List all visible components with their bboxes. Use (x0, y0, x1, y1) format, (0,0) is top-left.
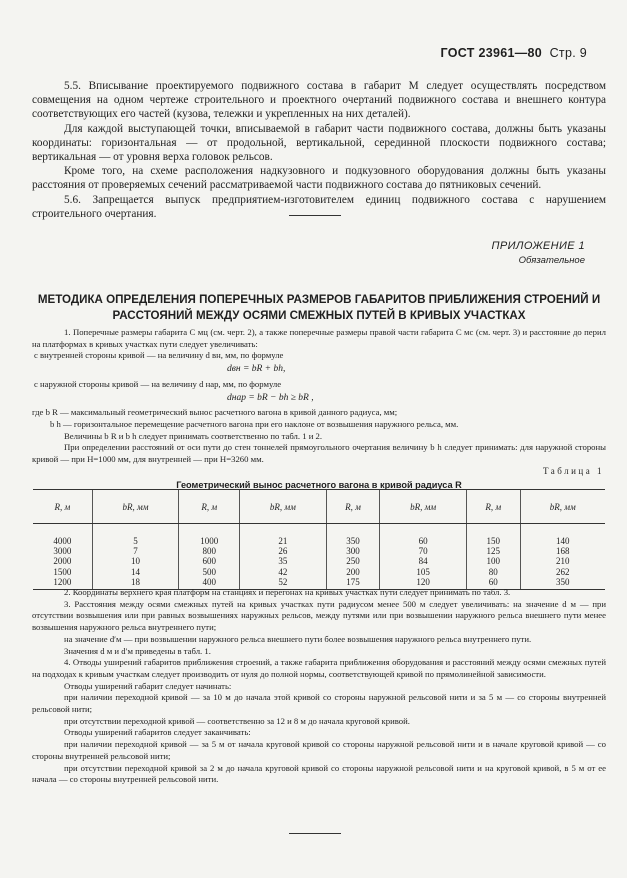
table-cell: 7 (133, 546, 138, 557)
table-column (240, 524, 327, 590)
table-cell: 105 (416, 566, 430, 577)
header-cell: bR, мм (520, 490, 605, 524)
gost-number: ГОСТ 23961—80 (440, 46, 543, 60)
header-cell: R, м (179, 490, 240, 524)
table-cell: 2000 (53, 556, 72, 567)
table-column (92, 524, 179, 590)
section-title: МЕТОДИКА ОПРЕДЕЛЕНИЯ ПОПЕРЕЧНЫХ РАЗМЕРОВ ГАБАРИТОВ ПРИБЛИЖЕНИЯ СТРОЕНИЙ И РАССТОЯНИЙ МЕЖДУ ОСЯМИ СМЕЖНЫХ ПУТЕЙ В КРИВЫХ УЧАСТКАХ (37, 293, 601, 322)
paragraph: при отсутствии переходной кривой за 2 м до начала круговой кривой со стороны наружной рельсовой нити и на круговой кривой, в 5 м от ее начала — со стороны внутренней рельсовой нити. (32, 762, 606, 785)
table-cell: 300 (346, 546, 360, 557)
table-cell: 42 (278, 566, 288, 577)
table-column (179, 524, 240, 590)
paragraph: Отводы уширений габарит следует начинать: (64, 680, 232, 691)
table-caption: Таблица 1 (543, 465, 604, 476)
paragraph: Кроме того, на схеме расположения надкузовного и подкузовного оборудования должны быть указаны расстояния от проверяемых сечений рассматриваемой части подвижного состава до пятниковых сечений. (32, 165, 606, 192)
separator-line (289, 215, 341, 216)
table-cell: 168 (556, 546, 570, 557)
paragraph: 5.5. Вписывание проектируемого подвижного состава в габарит М следует осуществлять посредством совмещения на одном чертеже строительного и проектного очертаний подвижного состава и внешнего контура соответствующих его частей (кузова, тележки и укрепленных на них деталей). (32, 80, 606, 121)
table-cell: 120 (416, 576, 430, 587)
paragraph: Для каждой выступающей точки, вписываемой в габарит части подвижного состава, должны быть указаны координаты: горизонтальная — от продольной, вертикальной, серединной плоскости подвижного состава; вертикальная — от уровня верха головок рельсов. (32, 122, 606, 164)
paragraph: Отводы уширений габаритов следует заканчивать: (64, 727, 251, 738)
table-cell: 21 (278, 536, 288, 546)
table-cell: 140 (556, 536, 570, 546)
table-column (520, 524, 605, 590)
paragraph: 1. Поперечные размеры габарита С мц (см. черт. 2), а также поперечные размеры правой части габарита С мс (см. черт. 3) и расстояние до перил на платформах в кривых участках пути следует увеличивать: (32, 327, 606, 349)
table-cell: 100 (486, 556, 500, 567)
formula-outer: dнар = bR − bh ≥ bR , (227, 392, 314, 403)
table-cell: 400 (202, 576, 216, 587)
table-cell: 210 (556, 556, 570, 567)
formula-inner: dвн = bR + bh, (227, 364, 286, 375)
table-cell: 35 (278, 556, 288, 567)
header-cell: R, м (33, 490, 92, 524)
table-cell: 60 (418, 536, 428, 546)
header-cell: R, м (326, 490, 380, 524)
table-cell: 262 (556, 566, 570, 577)
table-cell: 1200 (53, 576, 72, 587)
section-5-text (32, 79, 606, 221)
table-cell: 84 (418, 556, 428, 567)
methodology-text (32, 327, 606, 495)
table-cell: 80 (488, 566, 498, 577)
table-cell: 250 (346, 556, 360, 567)
table-cell: 14 (131, 566, 141, 577)
table-cell: 5 (133, 536, 138, 546)
appendix-status: Обязательное (518, 255, 585, 266)
paragraph: при наличии переходной кривой — за 5 м от начала круговой кривой со стороны наружной рельсовой нити и в начале круговой кривой — со стороны внутренней рельсовой нити; (32, 739, 606, 761)
paragraph: при наличии переходной кривой — за 10 м до начала этой кривой со стороны наружной рельсовой нити и за 5 м — со стороны внутренней рельсовой нити; (32, 692, 606, 715)
table-cell: 10 (131, 556, 141, 567)
paragraph: при отсутствии переходной кривой — соответственно за 12 и 8 м до начала круговой кривой. (64, 715, 410, 726)
table-cell: 70 (418, 546, 428, 557)
appendix-label (492, 240, 585, 266)
paragraph: с наружной стороны кривой — на величину d нар, мм, по формуле (34, 378, 282, 389)
paragraph: на значение d′м — при возвышении наружного рельса внешнего пути более возвышения наружного рельса внутреннего пути. (64, 633, 532, 644)
table-row (33, 524, 605, 590)
geometric-offset-table (33, 489, 605, 590)
table-cell: 175 (346, 576, 360, 587)
header-cell: bR, мм (92, 490, 179, 524)
table-cell: 26 (278, 546, 288, 557)
paragraph: b h — горизонтальное перемещение расчетного вагона при его наклоне от возвышения наружного рельса, мм. (50, 418, 459, 429)
table-cell: 350 (346, 536, 360, 546)
table-cell: 150 (486, 536, 500, 546)
table-cell: 18 (131, 576, 141, 587)
table-header-row (33, 490, 605, 524)
table-cell: 125 (486, 546, 500, 557)
paragraph: При определении расстояний от оси пути до стен тоннелей прямоугольного очертания величину b h следует принимать: для наружной стороны кривой — при H=1000 мм, для внутренней — при H=3260 мм. (32, 442, 606, 465)
table-column (380, 524, 467, 590)
paragraph: где b R — максимальный геометрический вынос расчетного вагона в кривой данного радиуса, мм; (32, 407, 398, 418)
separator-line (289, 833, 341, 834)
paragraph: 2. Координаты верхнего края платформ на станциях и перегонах на кривых участках пути следует принимать по табл. 3. (64, 587, 511, 597)
notes-text (32, 587, 606, 786)
table-cell: 52 (278, 576, 288, 587)
paragraph: 5.6. Запрещается выпуск предприятием-изготовителем единиц подвижного состава с нарушением строительного очертания. (32, 193, 606, 220)
table-cell: 4000 (53, 536, 72, 546)
header-cell: R, м (466, 490, 520, 524)
table-cell: 1500 (53, 566, 72, 577)
table-cell: 500 (202, 566, 216, 577)
appendix-number: ПРИЛОЖЕНИЕ 1 (491, 240, 585, 252)
header-cell: bR, мм (380, 490, 467, 524)
header-cell: bR, мм (240, 490, 327, 524)
paragraph: 4. Отводы уширений габаритов приближения строений, а также габарита приближения оборудования и расстояний между осями смежных путей на подходах к кривым участкам следует производить от нуля до полной нормы, соответствующей кривой по прямолинейной зависимости. (32, 657, 606, 679)
table-cell: 600 (202, 556, 216, 567)
table-cell: 3000 (53, 546, 72, 557)
table-title: Геометрический вынос расчетного вагона в кривой радиуса R (176, 480, 462, 491)
paragraph: 3. Расстояния между осями смежных путей на кривых участках пути радиусом менее 500 м следует увеличивать: на значение d м — при отсутствии возвышения или при равных возвышениях наружных рельсов, между путями или при возвышении наружного рельса внешнего пути менее возвышения наружного рельса внутреннего пути; (32, 598, 606, 633)
table-column (326, 524, 380, 590)
paragraph: Величины b R и b h следует принимать соответственно по табл. 1 и 2. (64, 430, 323, 441)
table-column (33, 524, 92, 590)
table-column (466, 524, 520, 590)
table-cell: 200 (346, 566, 360, 577)
paragraph: Значения d м и d′м приведены в табл. 1. (64, 645, 211, 656)
paragraph: с внутренней стороны кривой — на величину d вн, мм, по формуле (34, 350, 284, 361)
table-cell: 60 (488, 576, 498, 587)
table-cell: 350 (556, 576, 570, 587)
page-header (441, 46, 588, 60)
table-cell: 1000 (200, 536, 219, 546)
table-cell: 800 (202, 546, 216, 557)
page-number: Стр. 9 (549, 46, 587, 60)
